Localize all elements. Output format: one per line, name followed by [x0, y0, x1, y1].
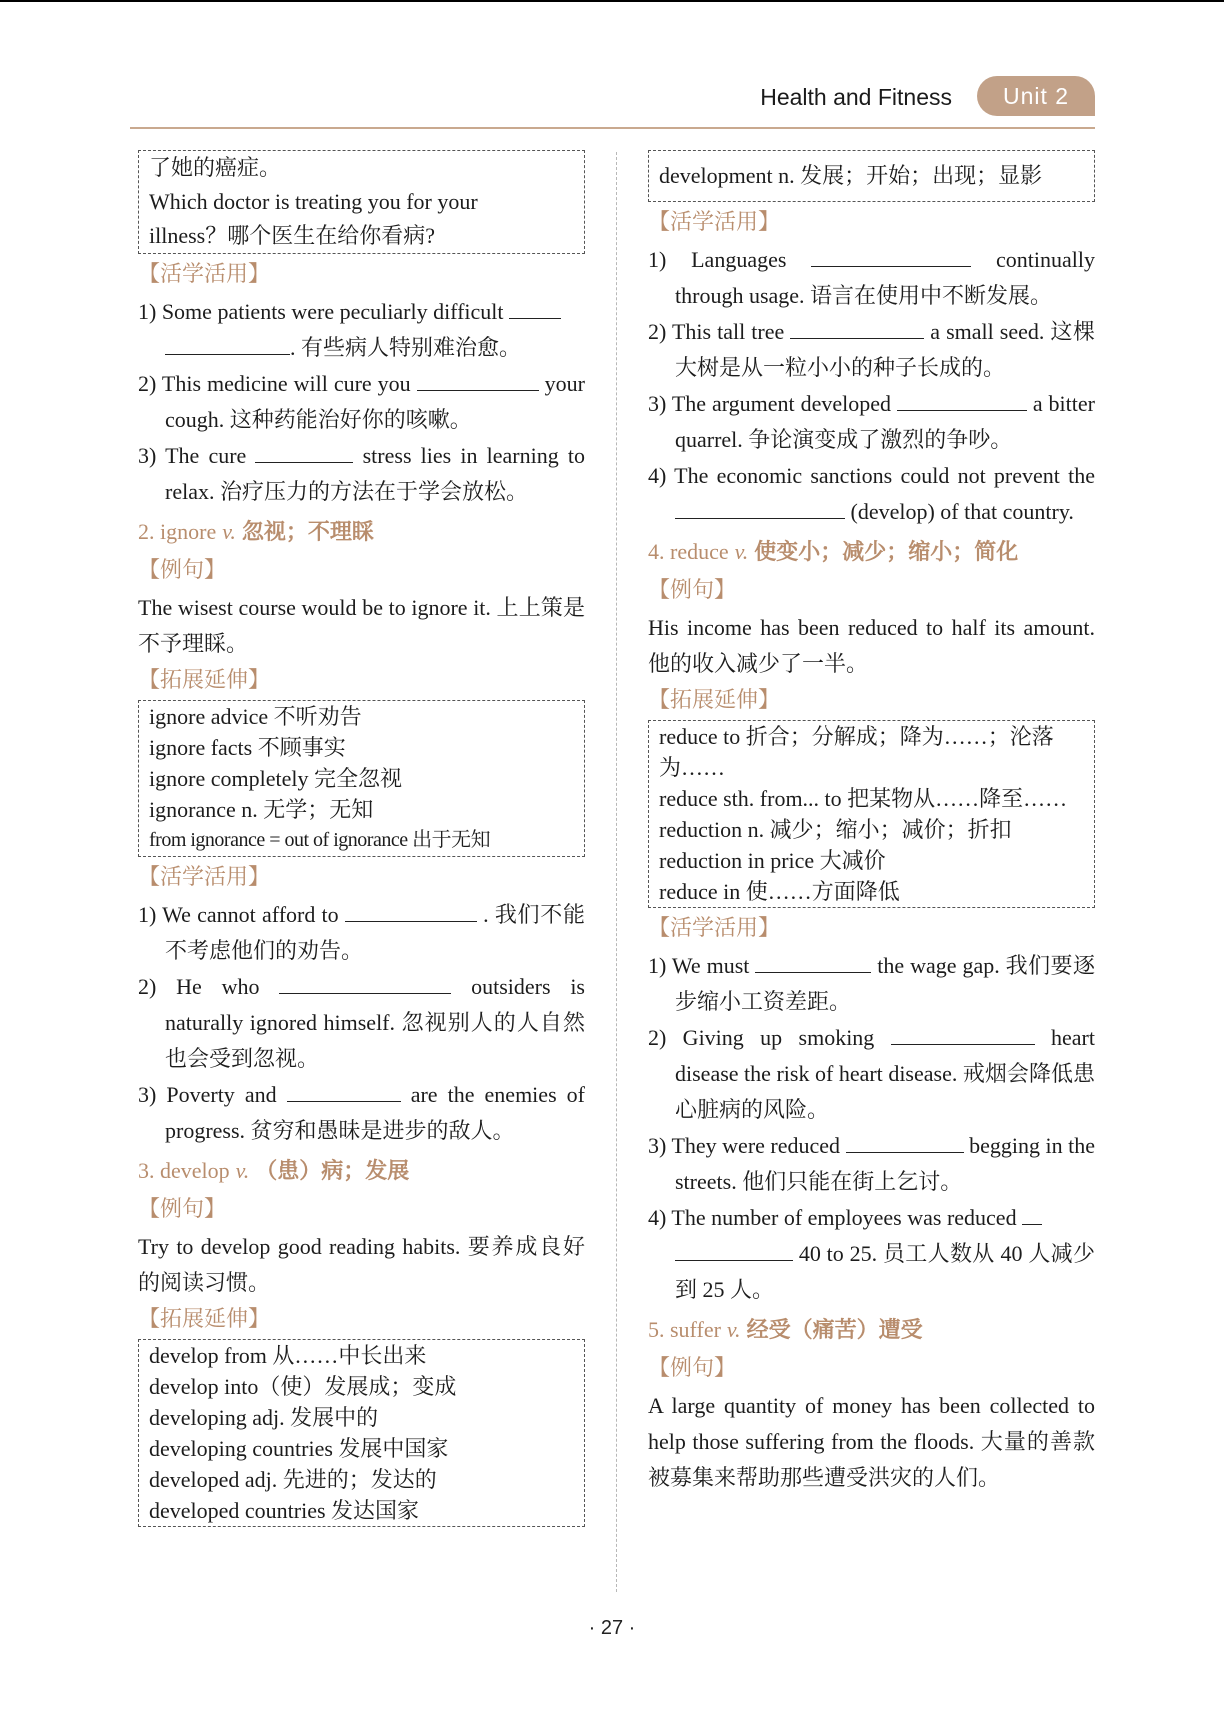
box-line: 了她的癌症。	[149, 155, 282, 180]
vocab-entry-develop: 3. develop v. （患）病；发展	[138, 1158, 410, 1184]
box-line: reduction in price 大减价	[659, 848, 886, 873]
page-number: · 27 ·	[588, 1617, 636, 1639]
exercise-item: 1) We must the wage gap. 我们要逐步缩小工资差距。	[648, 953, 1096, 1014]
box-line: developing adj. 发展中的	[149, 1405, 379, 1430]
reduce-extension-box	[648, 720, 1095, 908]
column-divider	[616, 152, 617, 1592]
section-tag-practice: 【活学活用】	[648, 210, 781, 235]
box-line: from ignorance = out of ignorance 出于无知	[149, 829, 491, 851]
example-sentence: His income has been reduced to half its amount. 他的收入减少了一半。	[648, 615, 1095, 676]
section-tag-practice: 【活学活用】	[138, 865, 271, 890]
unit-badge: Unit 2	[977, 76, 1095, 116]
header-title: Health and Fitness	[760, 84, 952, 110]
left-column	[138, 150, 585, 1529]
exercise-item: 2) He who outsiders is naturally ignored himself. 忽视别人的人自然也会受到忽视。	[138, 974, 585, 1071]
ignore-extension-box	[138, 700, 585, 857]
box-line: reduce in 使……方面降低	[659, 879, 900, 904]
exercise-item: 3) Poverty and are the enemies of progress. 贫穷和愚昧是进步的敌人。	[138, 1082, 585, 1143]
section-tag-practice: 【活学活用】	[138, 262, 271, 287]
section-tag-example: 【例句】	[138, 558, 227, 583]
exercise-item: 3) The cure stress lies in learning to relax. 治疗压力的方法在于学会放松。	[138, 443, 585, 504]
vocab-entry-suffer: 5. suffer v. 经受（痛苦）遭受	[648, 1317, 923, 1343]
vocab-entry-ignore: 2. ignore v. 忽视；不理睬	[138, 519, 374, 545]
box-line: develop from 从……中长出来	[149, 1343, 427, 1368]
section-tag-extend: 【拓展延伸】	[138, 668, 271, 693]
exercise-item: 3) The argument developed a bitter quarrel. 争论演变成了激烈的争吵。	[648, 391, 1095, 452]
section-tag-practice: 【活学活用】	[648, 916, 781, 941]
box-line: illness？哪个医生在给你看病?	[149, 223, 435, 248]
exercise-item: 1) Some patients were peculiarly difficult . 有些病人特别难治愈。	[138, 294, 585, 366]
box-line: ignore completely 完全忽视	[149, 766, 402, 791]
example-sentence: The wisest course would be to ignore it. 上上策是不予理睬。	[138, 595, 585, 656]
example-sentence: Try to develop good reading habits. 要养成良好的阅读习惯。	[138, 1234, 585, 1295]
page-header	[130, 74, 1095, 132]
box-line: reduction n. 减少；缩小；减价；折扣	[659, 817, 1012, 842]
box-line: ignore facts 不顾事实	[149, 735, 346, 760]
section-tag-extend: 【拓展延伸】	[138, 1307, 271, 1332]
development-note-box	[648, 150, 1095, 202]
box-line: developing countries 发展中国家	[149, 1436, 449, 1461]
cure-note-box	[138, 150, 585, 254]
box-line: developed countries 发达国家	[149, 1498, 420, 1523]
exercise-item: 4) The economic sanctions could not prevent the (develop) of that country.	[648, 463, 1095, 524]
exercise-item: 4) The number of employees was reduced 40 to 25. 员工人数从 40 人减少到 25 人。	[648, 1205, 1095, 1302]
right-column	[648, 150, 1095, 1496]
box-line: ignore advice 不听劝告	[149, 704, 362, 729]
box-line: development n. 发展；开始；出现；显影	[659, 163, 1043, 188]
exercise-item: 2) This tall tree a small seed. 这棵大树是从一粒小小的种子长成的。	[648, 319, 1095, 380]
box-line: develop into（使）发展成；变成	[149, 1374, 457, 1399]
section-tag-extend: 【拓展延伸】	[648, 688, 781, 713]
exercise-item: 3) They were reduced begging in the streets. 他们只能在街上乞讨。	[648, 1133, 1095, 1194]
header-rule	[130, 127, 1095, 129]
exercise-item: 1) We cannot afford to . 我们不能不考虑他们的劝告。	[138, 902, 585, 963]
box-line: reduce sth. from... to 把某物从……降至……	[659, 786, 1068, 811]
box-line: reduce to 折合；分解成；降为……；沦落为……	[659, 724, 1054, 780]
vocab-entry-reduce: 4. reduce v. 使变小；减少；缩小；简化	[648, 539, 1019, 565]
example-sentence: A large quantity of money has been collected to help those suffering from the floods. 大量的善款被募集来帮助那些遭受洪灾的人们。	[648, 1393, 1095, 1490]
exercise-item: 2) This medicine will cure you your cough. 这种药能治好你的咳嗽。	[138, 371, 585, 432]
section-tag-example: 【例句】	[648, 1356, 737, 1381]
box-line: Which doctor is treating you for your	[149, 189, 478, 214]
develop-extension-box	[138, 1339, 585, 1527]
section-tag-example: 【例句】	[138, 1197, 227, 1222]
top-border	[0, 0, 1224, 2]
box-line: developed adj. 先进的；发达的	[149, 1467, 437, 1492]
exercise-item: 2) Giving up smoking heart disease the risk of heart disease. 戒烟会降低患心脏病的风险。	[648, 1025, 1095, 1122]
box-line: ignorance n. 无学；无知	[149, 797, 374, 822]
exercise-item: 1) Languages continually through usage. 语言在使用中不断发展。	[648, 247, 1095, 308]
section-tag-example: 【例句】	[648, 578, 737, 603]
